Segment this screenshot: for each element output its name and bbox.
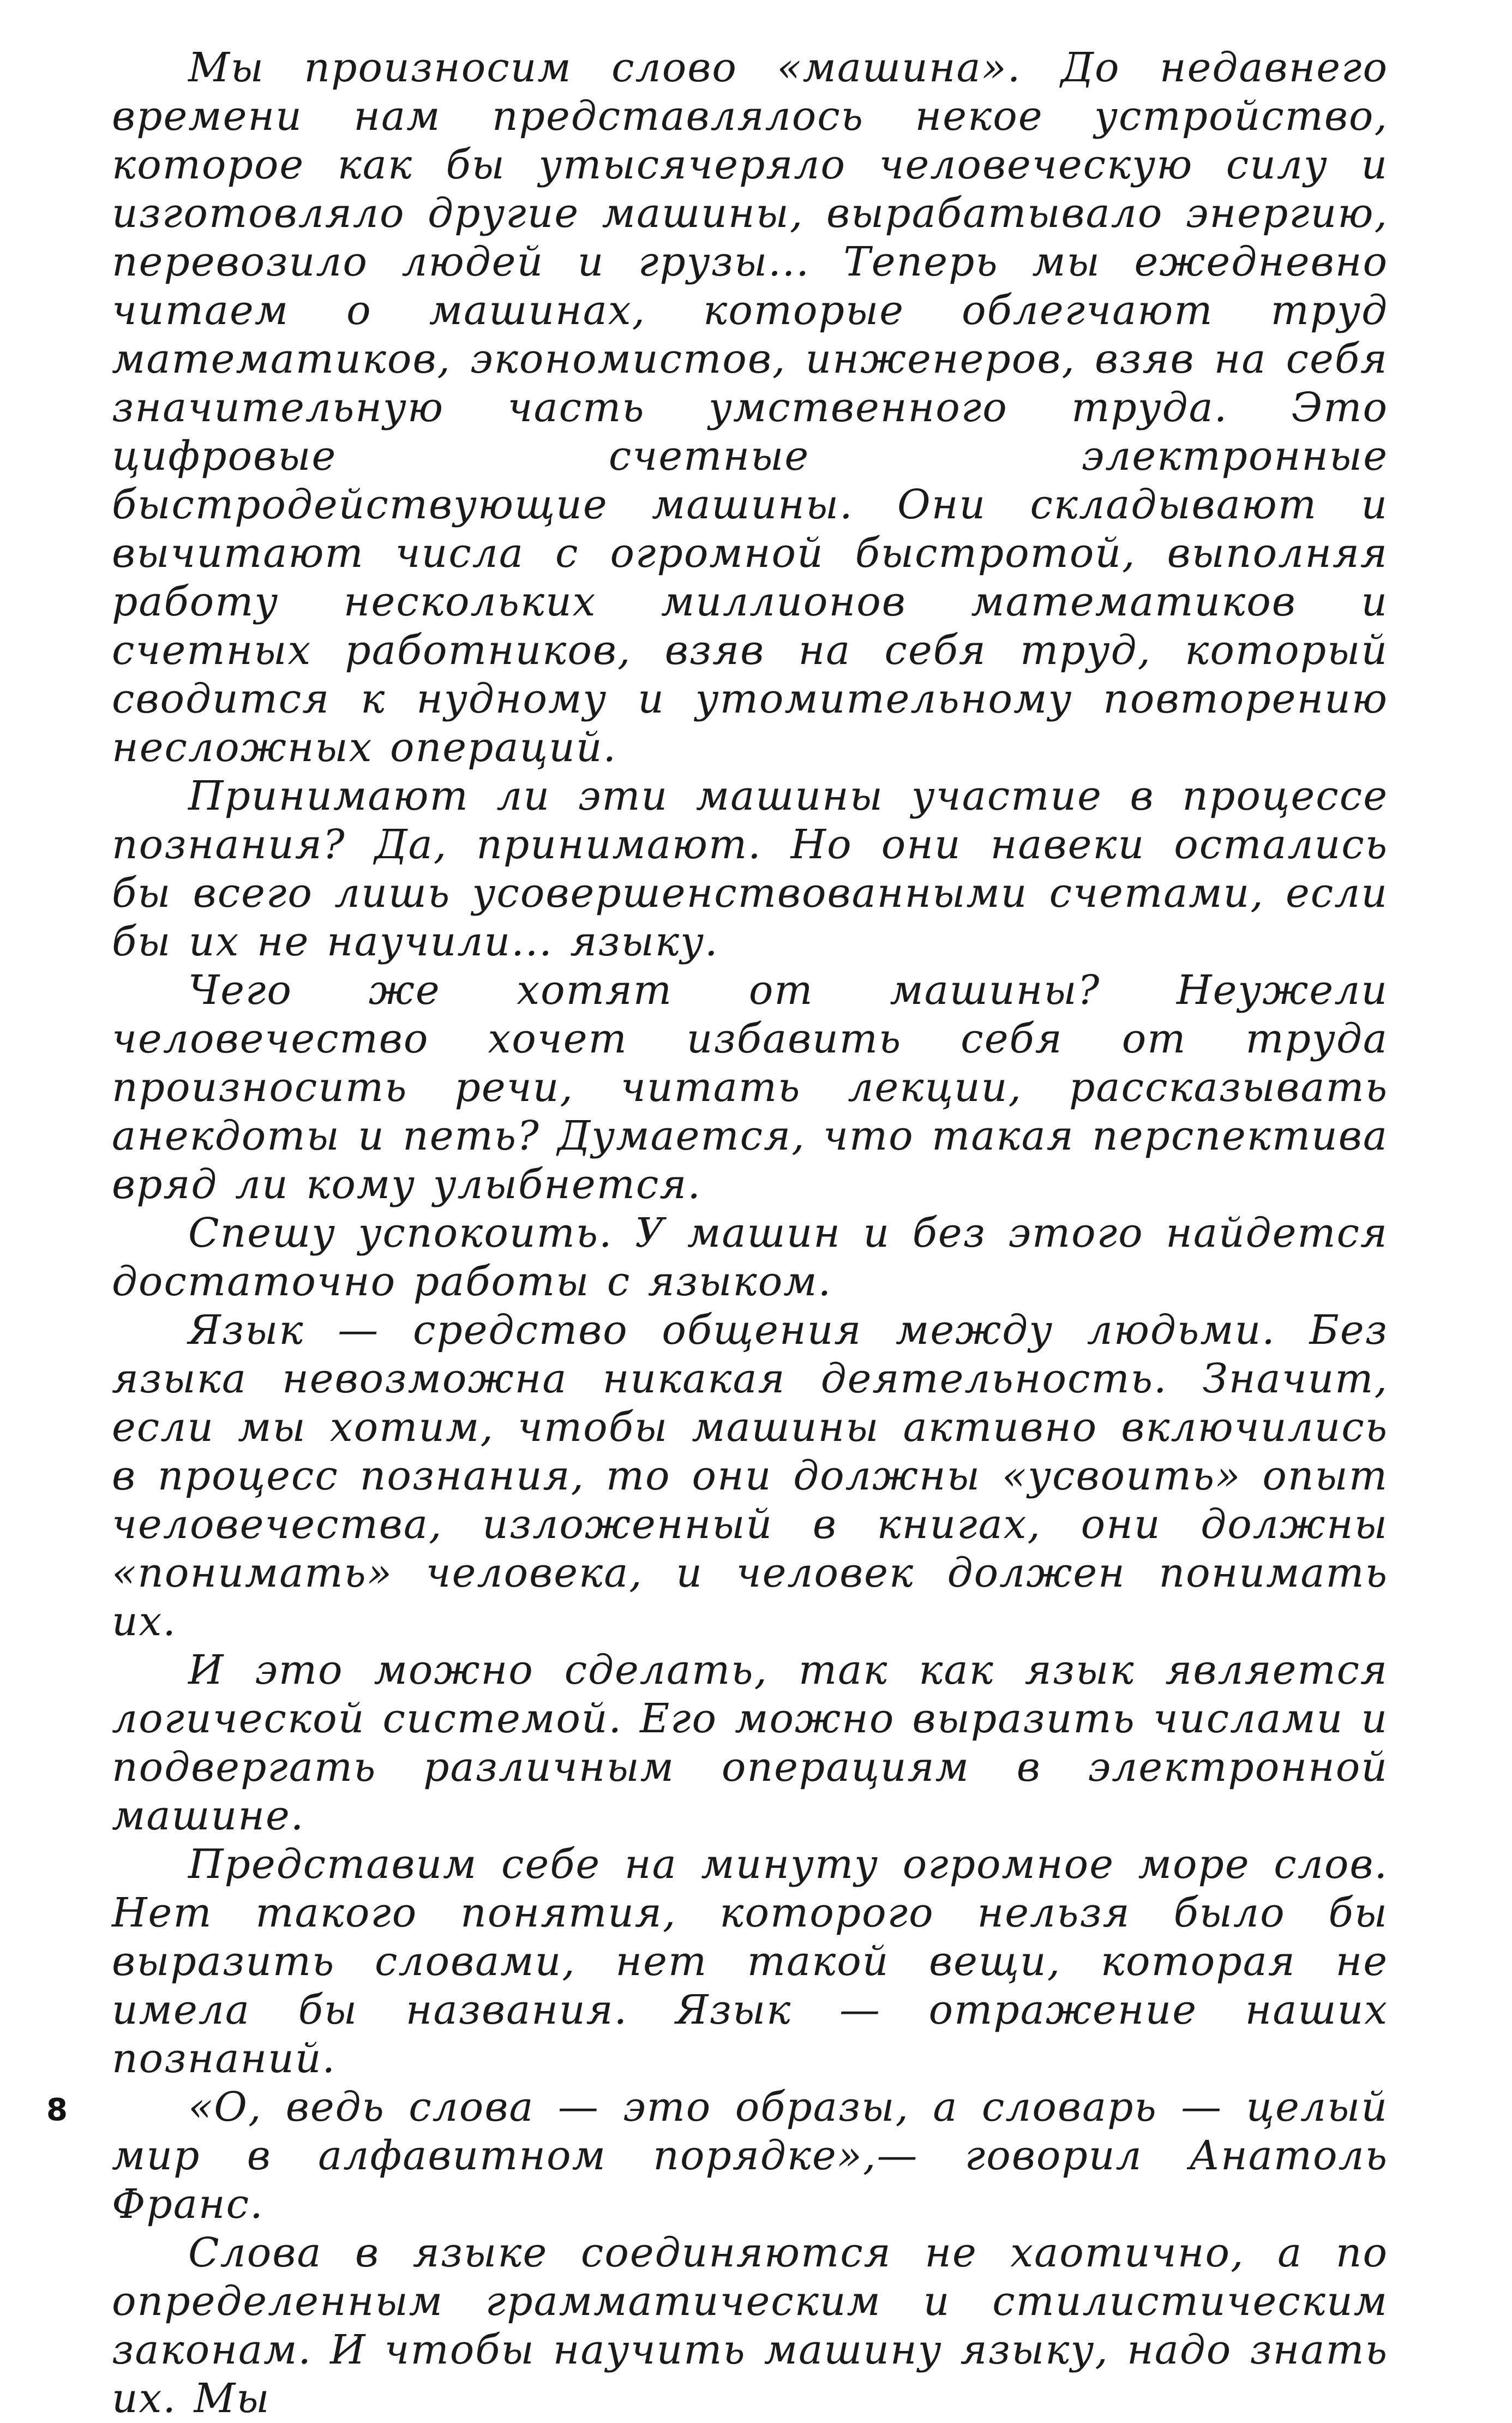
paragraph: Язык — средство общения между людьми. Без языка невозможна никакая деятельность. Значит, если мы хотим, чтобы машины активно включились в процесс познания, то они должны «усвоить» опыт человечества, изложенный в книгах, они должны «понимать» человека, и человек должен понимать их. bbox=[112, 1307, 1388, 1645]
page-body bbox=[112, 44, 1388, 2423]
paragraph: Представим себе на минуту огромное море слов. Нет такого понятия, которого нельзя было бы выразить словами, нет такой вещи, которая не имела бы названия. Язык — отражение наших познаний. bbox=[112, 1841, 1388, 2082]
paragraph: И это можно сделать, так как язык является логической системой. Его можно выразить числами и подвергать различным операциям в электронной машине. bbox=[112, 1647, 1388, 1839]
paragraph: «О, ведь слова — это образы, а словарь — целый мир в алфавитном порядке»,— говорил Анатоль Франс. bbox=[112, 2084, 1388, 2228]
paragraph: Чего же хотят от машины? Неужели человечество хочет избавить себя от труда произносить речи, читать лекции, рассказывать анекдоты и петь? Думается, что такая перспектива вряд ли кому улыбнется. bbox=[112, 967, 1388, 1208]
page-number: 8 bbox=[46, 2092, 68, 2128]
paragraph: Принимают ли эти машины участие в процессе познания? Да, принимают. Но они навеки остались бы всего лишь усовершенствованными счетами, если бы их не научили... языку. bbox=[112, 773, 1388, 965]
paragraph: Мы произносим слово «машина». До недавнего времени нам представлялось некое устройство, которое как бы утысячеряло человеческую силу и изготовляло другие машины, вырабатывало энергию, перевозило людей и грузы... Теперь мы ежедневно читаем о машинах, которые облегчают труд математиков, экономистов, инженеров, взяв на себя значительную часть умственного труда. Это цифровые счетные электронные быстродействующие машины. Они складывают и вычитают числа с огромной быстротой, выполняя работу нескольких миллионов математиков и счетных работников, взяв на себя труд, который сводится к нудному и утомительному повторению несложных операций. bbox=[112, 44, 1388, 771]
paragraph: Спешу успокоить. У машин и без этого найдется достаточно работы с языком. bbox=[112, 1210, 1388, 1305]
paragraph: Слова в языке соединяются не хаотично, а по определенным грамматическим и стилистическим законам. И чтобы научить машину языку, надо знать их. Мы bbox=[112, 2229, 1388, 2422]
